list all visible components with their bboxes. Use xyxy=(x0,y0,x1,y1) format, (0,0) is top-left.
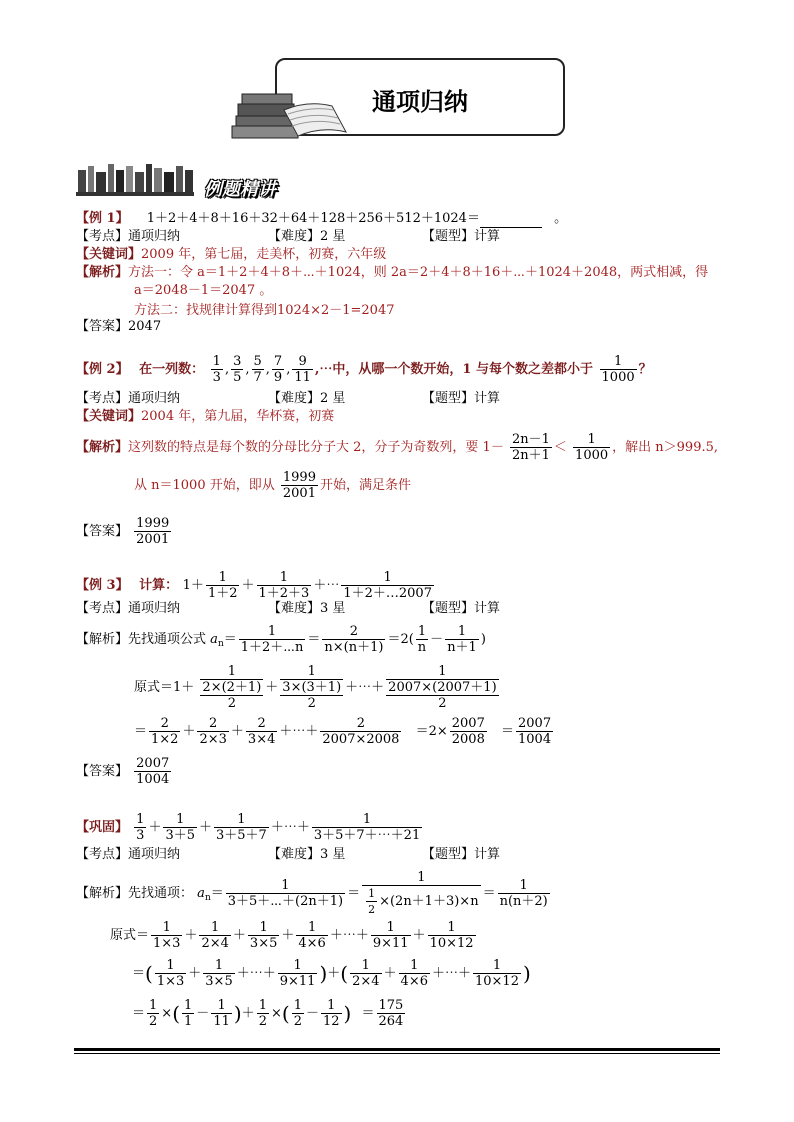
frac-den: 2 xyxy=(149,1014,158,1029)
seq-frac xyxy=(272,354,284,385)
frac-den: 4×6 xyxy=(298,936,326,951)
section-label: 例题精讲 xyxy=(204,179,276,200)
ex1-nandu: 2 星 xyxy=(320,229,346,244)
ex1-keywords: 2009 年，第七届，走美杯，初赛，六年级 xyxy=(141,247,387,262)
gg-r6 xyxy=(473,958,521,989)
ex1-sol1a: 方法一：令 a＝1＋2＋4＋8＋⋯＋1024，则 2a＝2＋4＋8＋16＋⋯＋1024＋2048，两式相减，得 xyxy=(128,265,709,280)
gonggu-nandu: 3 星 xyxy=(320,847,346,862)
dots-plus: ＋⋯＋ xyxy=(329,928,369,943)
frac-den: 2001 xyxy=(136,532,170,547)
gonggu-sol-pre: 先找通项： xyxy=(128,886,194,901)
frac-den: 2001 xyxy=(282,486,316,501)
ex1-keywords-row xyxy=(76,246,386,264)
gg-r3 xyxy=(278,958,318,989)
an-symbol: a xyxy=(210,632,218,647)
ex3-q-pre: 计算： xyxy=(139,578,179,593)
frac-den: 9×11 xyxy=(372,936,409,951)
ex3-yuanshi-row: 原式＝1＋ 1 2×(2＋1) 2 ＋ 1 3×(3＋1) 2 ＋⋯＋ 1 2007×(2007＋1) 2 xyxy=(134,664,497,711)
frac-num: 1 xyxy=(149,998,158,1013)
comma: , xyxy=(265,362,270,377)
keywords-label: 【关键词】 xyxy=(76,409,142,424)
ex3-s2 xyxy=(197,716,228,747)
frac-num: 1 xyxy=(416,624,428,640)
frac-den: ×(2n＋1＋3)×n xyxy=(379,894,479,909)
frac-den: 1×3 xyxy=(153,936,181,951)
ex3-s3 xyxy=(246,716,277,747)
frac-den: 2×4 xyxy=(352,974,380,989)
daan-label: 【答案】 xyxy=(76,764,129,779)
frac-den: 10×12 xyxy=(429,936,474,951)
frac-num: 1 xyxy=(212,354,221,369)
ex2-kaodian: 通项归纳 xyxy=(128,391,181,406)
half xyxy=(366,886,377,917)
frac-den: 2 xyxy=(293,1014,302,1029)
frac-num: 1 xyxy=(428,920,476,936)
ex1-end: 。 xyxy=(554,211,568,226)
comma: , xyxy=(224,362,230,377)
ex2-sol-a: 这列数的特点是每个数的分母比分子大 2，分子为奇数列，要 1－ xyxy=(128,440,504,455)
gg-t5 xyxy=(371,920,411,951)
frac-den: 3×5 xyxy=(205,974,233,989)
frac-num: 1 xyxy=(163,812,197,828)
gg-q0 xyxy=(134,812,146,843)
frac-num: 1 xyxy=(206,570,240,586)
gg-q2 xyxy=(214,812,269,843)
frac-num: 1 xyxy=(211,998,232,1014)
gonggu-yuanshi: 原式＝ xyxy=(110,928,150,943)
frac-num: 1 xyxy=(368,887,376,900)
ex3-solution-row: 【解析】先找通项公式 $a_n=$ $\frac{1}{1+2+\cdots n}$ ＝ $\frac{2}{n\times(n+1)}$ ＝2( $\frac{1}{n}$ － $\frac{1}{n+1}$ ) xyxy=(76,624,486,655)
frac-den: 10×12 xyxy=(475,974,519,989)
frac-den: 3×4 xyxy=(247,732,276,747)
frac-den: 1＋2＋⋯n xyxy=(240,640,304,655)
frac-num: 1 xyxy=(293,998,302,1013)
jiexi-label: 【解析】 xyxy=(76,440,129,455)
ex2-tag: 【例 2】 xyxy=(76,362,129,377)
frac-den: 4×6 xyxy=(400,974,428,989)
frac-num: 1 xyxy=(184,998,193,1013)
ex2-tixing: 计算 xyxy=(474,391,501,406)
ex2-sol-frac xyxy=(510,432,552,463)
frac-den: 2 xyxy=(438,696,447,711)
frac-num: 1 xyxy=(280,664,343,680)
frac-num: 1 xyxy=(445,624,479,640)
frac-num: 175 xyxy=(378,998,404,1013)
nandu-label: 【难度】 xyxy=(268,229,321,244)
ex1-answer: 2047 xyxy=(128,319,162,334)
jiexi-label: 【解析】 xyxy=(76,886,129,901)
gonggu-group-row: ＝( $\frac{1}{1\times 3}$ ＋ $\frac{1}{3\times 5}$ ＋⋯＋ $\frac{1}{9\times 11}$ )＋( $\frac{1}{2\times 4}$ ＋ $\frac{1}{4\times 6}$ ＋⋯＋ $\frac{1}{10\times 12}$ ) xyxy=(132,958,531,989)
tixing-label: 【题型】 xyxy=(422,601,475,616)
seq-frac xyxy=(231,354,243,385)
frac-num: 1 xyxy=(155,958,186,974)
ex2-sol-frac2 xyxy=(573,432,610,463)
tixing-label: 【题型】 xyxy=(422,391,475,406)
frac-den: 1＋2＋…2007 xyxy=(343,586,432,601)
nandu-label: 【难度】 xyxy=(268,391,321,406)
frac-den: 2n＋1 xyxy=(511,448,550,463)
ex3-s6 xyxy=(516,716,553,747)
ex1-blank xyxy=(480,215,542,228)
frac-num: 1 xyxy=(399,958,430,974)
frac-num: 1 xyxy=(371,920,411,936)
gg-result xyxy=(377,998,406,1029)
ex2-answer-row xyxy=(76,516,173,547)
kaodian-label: 【考点】 xyxy=(76,601,129,616)
gg-t3 xyxy=(248,920,279,951)
frac-den: 2 xyxy=(227,696,236,711)
gg-t4 xyxy=(296,920,327,951)
gg-an3 xyxy=(498,878,550,909)
frac-den: 2007×2008 xyxy=(322,732,400,747)
daan-label: 【答案】 xyxy=(76,524,129,539)
gg-q1 xyxy=(163,812,197,843)
tixing-label: 【题型】 xyxy=(422,229,475,244)
gg-l3 xyxy=(292,998,304,1029)
ex2-solution-row xyxy=(76,432,718,463)
frac-num: 1 xyxy=(341,570,434,586)
frac-den: 3＋5＋⋯＋(2n＋1) xyxy=(227,894,344,909)
frac-num: 7 xyxy=(273,354,283,369)
gg-r4 xyxy=(350,958,381,989)
frac-mid: 3×(3＋1) xyxy=(282,680,342,695)
ex1-sol2: 方法二：找规律计算得到1024×2－1=2047 xyxy=(134,303,395,318)
ex3-step-row: ＝ $\frac{2}{1\times 2}$ ＋ $\frac{2}{2\times 3}$ ＋ $\frac{2}{3\times 4}$ ＋⋯＋ $\frac{2}{2007\times 2008}$ ＝2× $\frac{2007}{2008}$ ＝ $\frac{2007}{1004}$ xyxy=(134,716,552,747)
footer-rule-thin xyxy=(74,1053,720,1054)
frac-num: 2 xyxy=(197,716,228,732)
ex3-answer xyxy=(134,756,171,787)
gonggu-yuanshi-row: 原式＝ $\frac{1}{1\times 3}$ ＋ $\frac{1}{2\times 4}$ ＋ $\frac{1}{3\times 5}$ ＋ $\frac{1}{4\times 6}$ ＋⋯＋ $\frac{1}{9\times 11}$ ＋ $\frac{1}{10\times 12}$ xyxy=(110,920,474,951)
ex2-meta-row xyxy=(76,390,501,408)
ex3-tag: 【例 3】 xyxy=(76,578,129,593)
frac-den: 2×3 xyxy=(199,732,227,747)
ex2-sol-c: 从 n＝1000 开始，即从 xyxy=(134,478,275,493)
ex1-kaodian: 通项归纳 xyxy=(128,229,181,244)
frac-den: 3 xyxy=(136,828,145,843)
dots-plus: ＋⋯＋ xyxy=(279,724,319,739)
ex1-answer-row xyxy=(76,318,161,336)
frac-den: 1×3 xyxy=(156,974,185,989)
nandu-label: 【难度】 xyxy=(268,847,321,862)
frac-den: 3＋5＋7＋⋯＋21 xyxy=(313,828,421,843)
gonggu-tixing: 计算 xyxy=(474,847,501,862)
comma: , xyxy=(286,362,291,377)
footer-rule-thick xyxy=(74,1048,720,1051)
frac-mid: 2007×(2007＋1) xyxy=(388,680,497,695)
frac-num: 1 xyxy=(200,664,263,680)
dots: ＋⋯ xyxy=(313,578,340,593)
ex3-s4 xyxy=(320,716,401,747)
frac-den: 9×11 xyxy=(279,974,316,989)
tixing-label: 【题型】 xyxy=(422,847,475,862)
books-illustration xyxy=(228,80,358,144)
ex1-solution-row xyxy=(76,264,708,282)
dots-plus: ＋⋯＋ xyxy=(345,680,385,695)
frac-den: 1 xyxy=(184,1014,193,1029)
gonggu-meta-row xyxy=(76,846,501,864)
dots-plus: ＋⋯＋ xyxy=(270,820,310,835)
frac-den: 2 xyxy=(368,903,376,916)
frac-num: 2007 xyxy=(518,716,552,731)
frac-den: n×(n＋1) xyxy=(324,640,384,655)
kaodian-label: 【考点】 xyxy=(76,229,129,244)
frac-den: 1000 xyxy=(575,448,609,463)
gg-l4 xyxy=(321,998,342,1029)
frac-num: 1 xyxy=(473,958,521,974)
ex1-sol1b: a＝2048－1＝2047 。 xyxy=(134,283,273,298)
ex3-f1 xyxy=(239,624,306,655)
eq2: ＝2( xyxy=(387,632,414,647)
frac-den: n＋1 xyxy=(447,640,477,655)
gg-t2 xyxy=(199,920,230,951)
frac-num: 1 xyxy=(248,920,279,936)
ex2-q-tail: ,⋯中，从哪一个数开始，1 与每个数之差都小于 xyxy=(314,362,593,377)
nandu-label: 【难度】 xyxy=(268,601,321,616)
frac-den: 3×5 xyxy=(249,936,278,951)
eq-2x: ＝2× xyxy=(415,724,448,739)
ex3-c2 xyxy=(280,664,343,711)
frac-num: 1 xyxy=(203,958,234,974)
daan-label: 【答案】 xyxy=(76,319,129,334)
frac-num: 1 xyxy=(600,354,637,370)
an-sub: n xyxy=(204,893,211,903)
seq-frac xyxy=(292,354,313,385)
page-title: 通项归纳 xyxy=(372,88,468,116)
ex3-s1 xyxy=(149,716,180,747)
frac-num: 2007 xyxy=(136,756,170,771)
frac-den: 7 xyxy=(253,370,262,385)
ex2-q-end: ？ xyxy=(638,362,652,377)
frac-num: 1 xyxy=(498,878,550,894)
frac-num: 1 xyxy=(151,920,182,936)
ex2-question-row xyxy=(76,354,652,385)
ex3-f2 xyxy=(322,624,385,655)
gg-q3 xyxy=(312,812,422,843)
comma: , xyxy=(245,362,250,377)
jiexi-label: 【解析】 xyxy=(76,632,129,647)
frac-num: 2 xyxy=(246,716,277,732)
ex3-f4 xyxy=(445,624,479,655)
frac-den: 11 xyxy=(213,1014,230,1029)
ex1-tag: 【例 1】 xyxy=(76,211,129,226)
gonggu-kaodian: 通项归纳 xyxy=(128,847,181,862)
ex3-meta-row xyxy=(76,600,501,618)
frac-den: 2 xyxy=(258,1014,267,1029)
ex3-question-row xyxy=(76,570,436,601)
close-paren: ) xyxy=(480,632,486,647)
ex3-answer-row xyxy=(76,756,173,787)
frac-den: 2×4 xyxy=(201,936,229,951)
frac-den: 5 xyxy=(233,370,242,385)
ex3-f3 xyxy=(416,624,428,655)
gg-l2 xyxy=(211,998,232,1029)
ex2-sol-d: 开始，满足条件 xyxy=(319,478,411,493)
frac-den: 264 xyxy=(378,1014,404,1029)
frac-num: 1 xyxy=(136,812,145,827)
frac-num: 1 xyxy=(362,870,481,886)
gg-an2 xyxy=(362,870,481,917)
frac-den: 3 xyxy=(212,370,221,385)
gonggu-tag: 【巩固】 xyxy=(76,820,129,835)
seq-frac xyxy=(252,354,264,385)
frac-num: 1 xyxy=(257,570,312,586)
gonggu-question-row: 【巩固】 $\frac{1}{3}$ ＋ $\frac{1}{3+5}$ ＋ $\frac{1}{3+5+7}$ ＋⋯＋ $\frac{1}{3+5+7+\cdots+21}$ xyxy=(76,812,421,843)
frac-den: 3＋5＋7 xyxy=(216,828,267,843)
frac-num: 1 xyxy=(312,812,422,828)
ex2-nandu: 2 星 xyxy=(320,391,346,406)
frac-den: 2008 xyxy=(451,732,485,747)
jiexi-label: 【解析】 xyxy=(76,265,129,280)
ex3-q-t3 xyxy=(341,570,434,601)
frac-den: 1×2 xyxy=(151,732,179,747)
frac-num: 1 xyxy=(239,624,306,640)
gg-r2 xyxy=(203,958,234,989)
frac-den: 1＋2＋3 xyxy=(258,586,310,601)
ex2-solution-row2 xyxy=(134,470,411,501)
kaodian-label: 【考点】 xyxy=(76,847,129,862)
frac-num: 3 xyxy=(233,354,242,369)
seq-frac xyxy=(211,354,223,385)
frac-num: 1 xyxy=(321,998,342,1014)
gg-l1 xyxy=(182,998,194,1029)
frac-den: n(n＋2) xyxy=(499,894,548,909)
frac-num: 2 xyxy=(149,716,180,732)
frac-num: 1 xyxy=(296,920,327,936)
dots-plus: ＋⋯＋ xyxy=(431,966,471,981)
frac-num: 1 xyxy=(214,812,269,828)
ex2-keywords-row xyxy=(76,408,334,426)
frac-num: 1 xyxy=(199,920,230,936)
ex3-kaodian: 通项归纳 xyxy=(128,601,181,616)
frac-num: 9 xyxy=(292,354,313,370)
an-sub: n xyxy=(217,639,224,649)
frac-num: 5 xyxy=(253,354,262,369)
gonggu-result-row: ＝ $\frac{1}{2}$ ×( $\frac{1}{1}$ － $\frac{1}{11}$ )＋ $\frac{1}{2}$ ×( $\frac{1}{2}$ － $\frac{1}{12}$ ) ＝ $\frac{175}{264}$ xyxy=(132,998,404,1029)
ex2-sol-frac3 xyxy=(281,470,318,501)
frac-den: 2 xyxy=(307,696,316,711)
ex2-sequence xyxy=(209,354,315,385)
ex1-tixing: 计算 xyxy=(474,229,501,244)
ex3-tixing: 计算 xyxy=(474,601,501,616)
ex3-yuanshi: 原式＝1＋ xyxy=(134,680,195,695)
frac-den: 9 xyxy=(273,370,283,385)
ex3-c1 xyxy=(200,664,263,711)
ex3-c3 xyxy=(386,664,498,711)
ex3-sol-pre: 先找通项公式 xyxy=(128,632,207,647)
frac-den: 1000 xyxy=(601,370,635,385)
frac-num: 1 xyxy=(258,998,267,1013)
ex1-question: 1＋2＋4＋8＋16＋32＋64＋128＋256＋512＋1024＝ xyxy=(146,211,480,226)
bookshelf-icon xyxy=(76,162,196,200)
frac-num: 2007 xyxy=(451,716,485,731)
ex2-answer xyxy=(134,516,171,547)
ex2-q-pre: 在一列数： xyxy=(139,362,205,377)
ex3-nandu: 3 星 xyxy=(320,601,346,616)
ex2-keywords: 2004 年，第九届，华杯赛，初赛 xyxy=(141,409,335,424)
frac-num: 1 xyxy=(386,664,498,680)
frac-num: 1 xyxy=(350,958,381,974)
gg-r1 xyxy=(155,958,186,989)
ex1-question-row xyxy=(76,210,567,228)
gg-an1 xyxy=(226,878,345,909)
frac-num: 1 xyxy=(278,958,318,974)
gg-h2 xyxy=(257,998,269,1029)
gonggu-solution-row: 【解析】先找通项： $a_n=$ $\frac{1}{3+5+\cdots+(2n+1)}$ ＝ 1 $\frac{1}{2}$ ×(2n＋1＋3)×n ＝ $\frac{1}{n(n+2)}$ xyxy=(76,870,548,916)
frac-num: 1 xyxy=(573,432,610,448)
frac-num: 1999 xyxy=(282,470,316,485)
frac-mid: 2×(2＋1) xyxy=(202,680,262,695)
frac-den: n xyxy=(417,640,427,655)
gg-r5 xyxy=(399,958,430,989)
frac-den: 3＋5 xyxy=(165,828,195,843)
keywords-label: 【关键词】 xyxy=(76,247,142,262)
an-symbol: a xyxy=(197,886,205,901)
frac-den: 1＋2 xyxy=(207,586,238,601)
frac-num: 1 xyxy=(226,878,345,894)
frac-den: 1004 xyxy=(518,732,552,747)
ex3-q-t2 xyxy=(257,570,312,601)
frac-den: 12 xyxy=(322,1014,340,1029)
ex2-sol-lt: ＜ xyxy=(553,440,567,455)
frac-den: 11 xyxy=(294,370,311,385)
frac-den: 1004 xyxy=(136,772,170,787)
ex3-q-one: 1＋ xyxy=(182,578,204,593)
dots-plus: ＋⋯＋ xyxy=(236,966,276,981)
ex1-meta-row xyxy=(76,228,501,246)
ex2-sol-b: ，解出 n＞999.5, xyxy=(612,440,718,455)
frac-num: 1999 xyxy=(136,516,170,531)
frac-num: 2 xyxy=(320,716,401,732)
ex3-s5 xyxy=(450,716,487,747)
plus: ＋ xyxy=(241,578,255,593)
frac-num: 2n－1 xyxy=(511,432,550,447)
ex2-frac-1-1000 xyxy=(600,354,637,385)
ex3-q-t1 xyxy=(206,570,240,601)
gg-h1 xyxy=(147,998,159,1029)
frac-num: 2 xyxy=(322,624,385,640)
gg-t6 xyxy=(428,920,476,951)
gg-t1 xyxy=(151,920,182,951)
kaodian-label: 【考点】 xyxy=(76,391,129,406)
